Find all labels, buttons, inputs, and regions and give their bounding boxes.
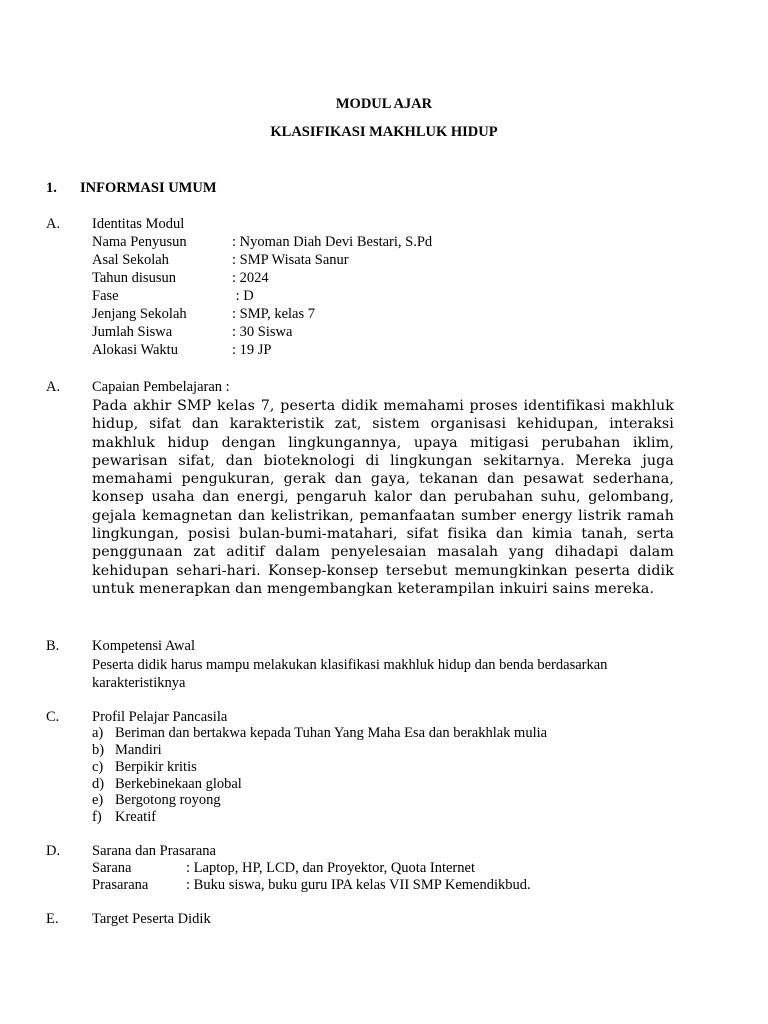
capaian-marker: A. (46, 379, 61, 395)
sarana-marker: D. (46, 843, 61, 859)
identitas-key: Tahun disusun (92, 270, 176, 286)
list-item-text: Berkebinekaan global (115, 776, 242, 792)
target-marker: E. (46, 911, 59, 927)
section-title: INFORMASI UMUM (80, 180, 217, 196)
list-item-letter: c) (92, 759, 104, 775)
identitas-key: Alokasi Waktu (92, 342, 178, 358)
identitas-value: : 30 Siswa (232, 324, 293, 340)
identitas-value: : Nyoman Diah Devi Bestari, S.Pd (232, 234, 433, 250)
target-title: Target Peserta Didik (92, 911, 211, 927)
list-item-letter: b) (92, 742, 105, 758)
sarana-title: Sarana dan Prasarana (92, 843, 216, 859)
list-item-letter: e) (92, 792, 104, 808)
document-title: MODUL AJAR (335, 96, 433, 112)
identitas-value: : SMP Wisata Sanur (232, 252, 349, 268)
sarana-value: : Buku siswa, buku guru IPA kelas VII SMP Kemendikbud. (186, 877, 531, 893)
identitas-key: Asal Sekolah (92, 252, 169, 268)
identitas-row (92, 252, 712, 270)
identitas-row (92, 234, 712, 252)
sarana-key: Prasarana (92, 877, 149, 893)
capaian-title: Capaian Pembelajaran : (92, 379, 230, 395)
identitas-value: : 2024 (232, 270, 269, 286)
list-item-letter: f) (92, 809, 102, 825)
identitas-row (92, 342, 712, 360)
list-item-letter: d) (92, 776, 105, 792)
identitas-row (92, 324, 712, 342)
identitas-value: : D (232, 288, 254, 304)
kompetensi-title: Kompetensi Awal (92, 638, 195, 654)
identitas-key: Nama Penyusun (92, 234, 187, 250)
sarana-row (92, 860, 712, 878)
list-item-text: Beriman dan bertakwa kepada Tuhan Yang Maha Esa dan berakhlak mulia (115, 725, 548, 741)
list-item-text: Berpikir kritis (115, 759, 197, 775)
sarana-value: : Laptop, HP, LCD, dan Proyektor, Quota Internet (186, 860, 475, 876)
identitas-title: Identitas Modul (92, 216, 185, 232)
list-item-text: Kreatif (115, 809, 157, 825)
identitas-marker: A. (46, 216, 61, 232)
identitas-key: Fase (92, 288, 119, 304)
list-item-text: Mandiri (115, 742, 162, 758)
document-subtitle: KLASIFIKASI MAKHLUK HIDUP (270, 124, 498, 140)
identitas-key: Jumlah Siswa (92, 324, 173, 340)
profil-marker: C. (46, 709, 60, 725)
identitas-row (92, 306, 712, 324)
sarana-key: Sarana (92, 860, 132, 876)
identitas-value: : 19 JP (232, 342, 272, 358)
kompetensi-paragraph: Peserta didik harus mampu melakukan klasifikasi makhluk hidup dan benda berdasarkan karakteristiknya (92, 657, 608, 691)
list-item-text: Bergotong royong (115, 792, 221, 808)
identitas-row (92, 288, 712, 306)
section-number: 1. (46, 180, 57, 196)
list-item-letter: a) (92, 725, 104, 741)
profil-title: Profil Pelajar Pancasila (92, 709, 228, 725)
sarana-row (92, 877, 712, 895)
identitas-key: Jenjang Sekolah (92, 306, 187, 322)
capaian-paragraph: Pada akhir SMP kelas 7, peserta didik memahami proses identifikasi makhluk hidup, sifat dan karakteristik zat, sistem organisasi kehidupan, interaksi makhluk hidup dengan lingkungannya, upaya mitigasi perubahan iklim, pewarisan sifat, dan bioteknologi di lingkungan sekitarnya. Mereka juga memahami pengukuran, gerak dan gaya, tekanan dan pesawat sederhana, konsep usaha dan energi, pengaruh kalor dan perubahan suhu, gelombang, gejala kemagnetan dan kelistrikan, pemanfaatan sumber energy listrik ramah lingkungan, posisi bulan-bumi-matahari, sifat fisika dan kimia tanah, serta penggunaan zat aditif dalam penyelesaian masalah yang dihadapi dalam kehidupan sehari-hari. Konsep-konsep tersebut memungkinkan peserta didik untuk menerapkan dan mengembangkan keterampilan inkuiri sains mereka. (92, 398, 674, 597)
kompetensi-marker: B. (46, 638, 60, 654)
identitas-value: : SMP, kelas 7 (232, 306, 315, 322)
identitas-row (92, 270, 712, 288)
